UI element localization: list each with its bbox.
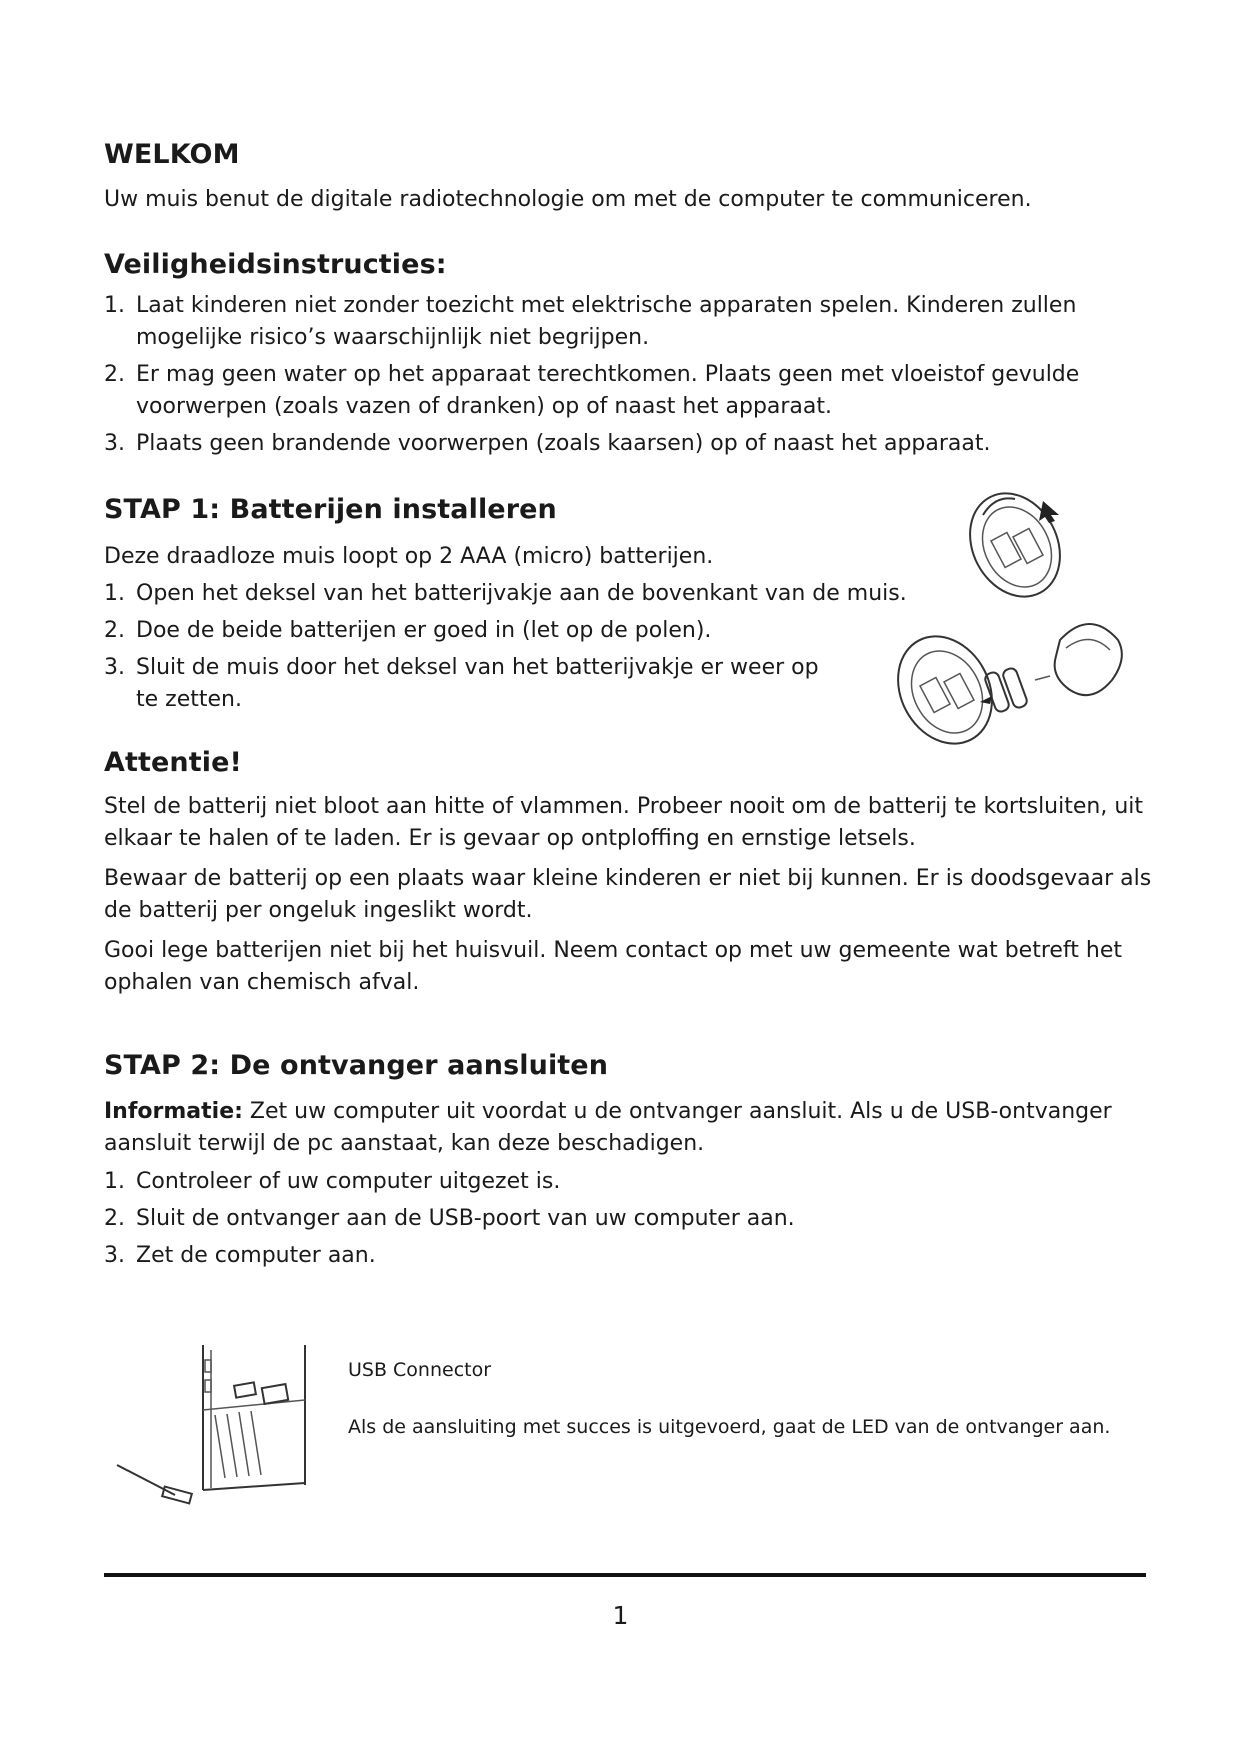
safety-heading: Veiligheidsinstructies: <box>104 249 447 280</box>
welcome-text: Uw muis benut de digitale radiotechnologie om met de computer te communiceren. <box>104 187 1032 212</box>
list-item <box>104 615 924 647</box>
list-number: 2. <box>104 362 125 387</box>
list-text: Doe de beide batterijen er goed in (let op de polen). <box>136 618 712 643</box>
step1-heading: STAP 1: Batterijen installeren <box>104 494 557 525</box>
list-text: Plaats geen brandende voorwerpen (zoals kaarsen) op of naast het apparaat. <box>136 431 991 456</box>
step1-list <box>104 578 924 721</box>
list-item <box>104 1166 1144 1198</box>
welcome-heading: WELKOM <box>104 139 240 170</box>
footer-divider <box>104 1573 1146 1577</box>
list-number: 2. <box>104 618 125 643</box>
info-text: Zet uw computer uit voordat u de ontvanger aansluit. Als u de USB-ontvanger aansluit terwijl de pc aanstaat, kan deze beschadigen. <box>104 1099 1112 1156</box>
list-text: Laat kinderen niet zonder toezicht met elektrische apparaten spelen. Kinderen zullen mogelijke risico’s waarschijnlijk niet begrijpen. <box>136 293 1077 350</box>
list-text: Er mag geen water op het apparaat terechtkomen. Plaats geen met vloeistof gevulde voorwerpen (zoals vazen of dranken) op of naast het apparaat. <box>136 362 1080 419</box>
list-item <box>104 359 1104 423</box>
list-item <box>104 290 1104 354</box>
list-number: 3. <box>104 431 125 456</box>
list-item <box>104 652 836 716</box>
list-number: 1. <box>104 581 125 606</box>
info-label: Informatie: <box>104 1099 243 1124</box>
step2-info <box>104 1096 1154 1160</box>
attention-paragraph-2: Bewaar de batterij op een plaats waar kleine kinderen er niet bij kunnen. Er is doodsgevaar als de batterij per ongeluk ingeslikt wordt. <box>104 866 1152 923</box>
list-number: 1. <box>104 1169 125 1194</box>
list-text: Controleer of uw computer uitgezet is. <box>136 1169 561 1194</box>
attention-paragraph-3: Gooi lege batterijen niet bij het huisvuil. Neem contact op met uw gemeente wat betreft het ophalen van chemisch afval. <box>104 938 1123 995</box>
attention-paragraph-1: Stel de batterij niet bloot aan hitte of vlammen. Probeer nooit om de batterij te kortsluiten, uit elkaar te halen of te laden. Er is gevaar op ontploffing en ernstige letsels. <box>104 794 1144 851</box>
list-number: 3. <box>104 1243 125 1268</box>
list-number: 2. <box>104 1206 125 1231</box>
list-text: Open het deksel van het batterijvakje aan de bovenkant van de muis. <box>136 581 907 606</box>
list-item <box>104 428 1104 460</box>
list-item <box>104 1240 1144 1272</box>
page-number: 1 <box>612 1601 629 1630</box>
list-item <box>104 1203 1144 1235</box>
safety-list <box>104 290 1104 465</box>
list-text: Sluit de ontvanger aan de USB-poort van uw computer aan. <box>136 1206 795 1231</box>
list-text: Sluit de muis door het deksel van het batterijvakje er weer op te zetten. <box>136 655 819 712</box>
mouse-open-battery-illustration <box>955 485 1085 605</box>
mouse-insert-battery-illustration <box>880 610 1130 760</box>
list-text: Zet de computer aan. <box>136 1243 376 1268</box>
usb-connector-label: USB Connector <box>348 1359 492 1381</box>
step1-intro: Deze draadloze muis loopt op 2 AAA (micro) batterijen. <box>104 544 714 569</box>
attention-heading: Attentie! <box>104 747 242 778</box>
usb-success-note: Als de aansluiting met succes is uitgevoerd, gaat de LED van de ontvanger aan. <box>348 1416 1111 1438</box>
pc-usb-port-illustration <box>115 1340 325 1515</box>
list-number: 1. <box>104 293 125 318</box>
step2-list <box>104 1166 1144 1277</box>
list-number: 3. <box>104 655 125 680</box>
step2-heading: STAP 2: De ontvanger aansluiten <box>104 1050 609 1081</box>
list-item <box>104 578 924 610</box>
